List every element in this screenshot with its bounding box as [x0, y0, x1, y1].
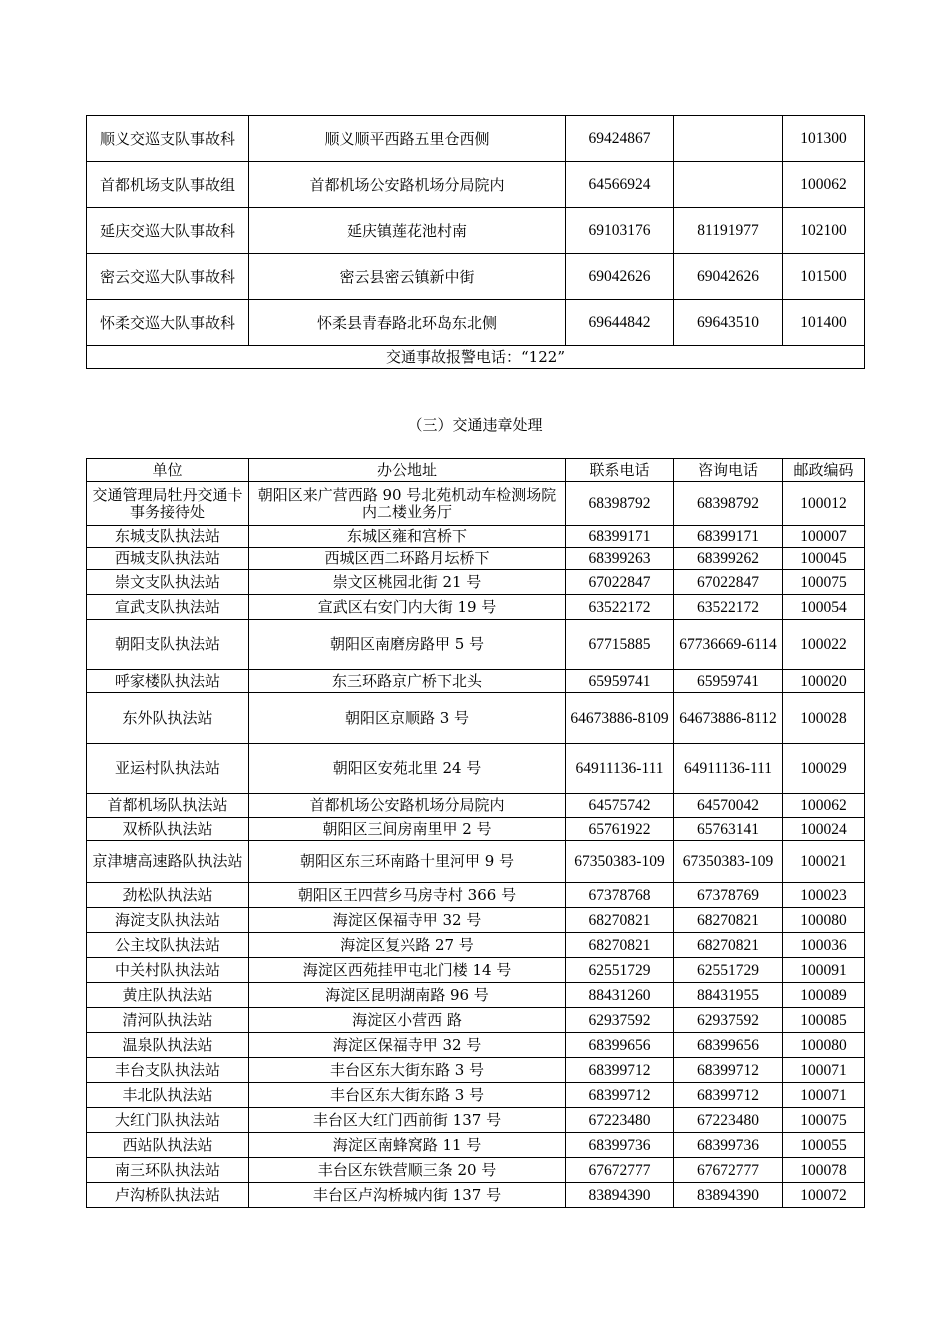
postcode-cell: 100071: [783, 1083, 865, 1108]
violation-stations-table: [86, 458, 865, 1208]
consult-phone-cell: 69042626: [674, 254, 783, 300]
phone-cell: 67378768: [566, 883, 674, 908]
postcode-cell: 100028: [783, 693, 865, 744]
table-header-row: [87, 459, 865, 482]
phone-cell: 67022847: [566, 570, 674, 595]
address-cell: 丰台区东大街东路 3 号: [249, 1083, 566, 1108]
postcode-cell: 100020: [783, 670, 865, 693]
postcode-cell: 101500: [783, 254, 865, 300]
postcode-cell: 100055: [783, 1133, 865, 1158]
unit-cell: 西站队执法站: [87, 1133, 249, 1158]
postcode-cell: 100054: [783, 595, 865, 620]
table-row: [87, 841, 865, 883]
unit-cell: 怀柔交巡大队事故科: [87, 300, 249, 346]
phone-cell: 68399712: [566, 1058, 674, 1083]
postcode-cell: 100022: [783, 620, 865, 670]
address-cell: 顺义顺平西路五里仓西侧: [249, 116, 566, 162]
unit-cell: 宣武支队执法站: [87, 595, 249, 620]
address-cell: 朝阳区安苑北里 24 号: [249, 744, 566, 794]
consult-phone-cell: 65763141: [674, 818, 783, 841]
consult-phone-cell: 68399171: [674, 526, 783, 548]
table-row: [87, 595, 865, 620]
phone-cell: 69644842: [566, 300, 674, 346]
address-cell: 延庆镇莲花池村南: [249, 208, 566, 254]
unit-cell: 京津塘高速路队执法站: [87, 841, 249, 883]
unit-cell: 东城支队执法站: [87, 526, 249, 548]
postcode-cell: 101300: [783, 116, 865, 162]
table-row: [87, 620, 865, 670]
consult-phone-cell: 68270821: [674, 908, 783, 933]
header-unit: 单位: [87, 459, 249, 482]
postcode-cell: 102100: [783, 208, 865, 254]
consult-phone-cell: 67022847: [674, 570, 783, 595]
table-row: [87, 1033, 865, 1058]
violation-stations-body: [87, 482, 865, 1208]
address-cell: 海淀区南蜂窝路 11 号: [249, 1133, 566, 1158]
phone-cell: 83894390: [566, 1183, 674, 1208]
address-cell: 东三环路京广桥下北头: [249, 670, 566, 693]
postcode-cell: 100072: [783, 1183, 865, 1208]
table-row: [87, 116, 865, 162]
consult-phone-cell: 68399656: [674, 1033, 783, 1058]
address-cell: 宣武区右安门内大街 19 号: [249, 595, 566, 620]
unit-cell: 首都机场队执法站: [87, 794, 249, 818]
unit-cell: 温泉队执法站: [87, 1033, 249, 1058]
phone-cell: 64911136-111: [566, 744, 674, 794]
table-row: [87, 1108, 865, 1133]
consult-phone-cell: 64911136-111: [674, 744, 783, 794]
address-cell: 海淀区小营西 路: [249, 1008, 566, 1033]
postcode-cell: 100089: [783, 983, 865, 1008]
address-cell: 崇文区桃园北街 21 号: [249, 570, 566, 595]
consult-phone-cell: 68399262: [674, 548, 783, 570]
table-row: [87, 570, 865, 595]
header-address: 办公地址: [249, 459, 566, 482]
unit-cell: 交通管理局牡丹交通卡事务接待处: [87, 482, 249, 526]
consult-phone-cell: 68270821: [674, 933, 783, 958]
table-row: [87, 1133, 865, 1158]
phone-cell: 88431260: [566, 983, 674, 1008]
postcode-cell: 100075: [783, 570, 865, 595]
address-cell: 丰台区卢沟桥城内街 137 号: [249, 1183, 566, 1208]
unit-cell: 崇文支队执法站: [87, 570, 249, 595]
phone-cell: 68270821: [566, 933, 674, 958]
phone-cell: 68399656: [566, 1033, 674, 1058]
consult-phone-cell: 63522172: [674, 595, 783, 620]
consult-phone-cell: 81191977: [674, 208, 783, 254]
phone-cell: 69103176: [566, 208, 674, 254]
postcode-cell: 100036: [783, 933, 865, 958]
address-cell: 海淀区复兴路 27 号: [249, 933, 566, 958]
postcode-cell: 100023: [783, 883, 865, 908]
table-row: [87, 254, 865, 300]
unit-cell: 卢沟桥队执法站: [87, 1183, 249, 1208]
table-row: [87, 883, 865, 908]
postcode-cell: 100062: [783, 162, 865, 208]
consult-phone-cell: [674, 162, 783, 208]
postcode-cell: 100075: [783, 1108, 865, 1133]
table-row: [87, 744, 865, 794]
phone-cell: 64673886-8109: [566, 693, 674, 744]
unit-cell: 首都机场支队事故组: [87, 162, 249, 208]
address-cell: 朝阳区来广营西路 90 号北苑机动车检测场院内二楼业务厅: [249, 482, 566, 526]
header-postcode: 邮政编码: [783, 459, 865, 482]
consult-phone-cell: 69643510: [674, 300, 783, 346]
phone-cell: 62937592: [566, 1008, 674, 1033]
postcode-cell: 100080: [783, 908, 865, 933]
phone-cell: 67223480: [566, 1108, 674, 1133]
address-cell: 密云县密云镇新中街: [249, 254, 566, 300]
postcode-cell: 100045: [783, 548, 865, 570]
phone-cell: 62551729: [566, 958, 674, 983]
table-row: [87, 1008, 865, 1033]
accident-units-table: [86, 115, 865, 369]
phone-cell: 68399263: [566, 548, 674, 570]
consult-phone-cell: 67350383-109: [674, 841, 783, 883]
address-cell: 海淀区西苑挂甲屯北门楼 14 号: [249, 958, 566, 983]
header-phone: 联系电话: [566, 459, 674, 482]
phone-cell: 68398792: [566, 482, 674, 526]
emergency-phone-note: 交通事故报警电话：“122”: [87, 346, 865, 369]
unit-cell: 顺义交巡支队事故科: [87, 116, 249, 162]
address-cell: 海淀区昆明湖南路 96 号: [249, 983, 566, 1008]
phone-cell: 69424867: [566, 116, 674, 162]
table-row: [87, 300, 865, 346]
consult-phone-cell: [674, 116, 783, 162]
unit-cell: 公主坟队执法站: [87, 933, 249, 958]
address-cell: 丰台区东铁营顺三条 20 号: [249, 1158, 566, 1183]
table-row: [87, 1083, 865, 1108]
consult-phone-cell: 67223480: [674, 1108, 783, 1133]
address-cell: 怀柔县青春路北环岛东北侧: [249, 300, 566, 346]
postcode-cell: 100062: [783, 794, 865, 818]
address-cell: 朝阳区东三环南路十里河甲 9 号: [249, 841, 566, 883]
table-row: [87, 933, 865, 958]
unit-cell: 南三环队执法站: [87, 1158, 249, 1183]
address-cell: 朝阳区王四营乡马房寺村 366 号: [249, 883, 566, 908]
postcode-cell: 100024: [783, 818, 865, 841]
phone-cell: 64566924: [566, 162, 674, 208]
table-row: [87, 526, 865, 548]
unit-cell: 呼家楼队执法站: [87, 670, 249, 693]
phone-cell: 67672777: [566, 1158, 674, 1183]
address-cell: 海淀区保福寺甲 32 号: [249, 908, 566, 933]
unit-cell: 黄庄队执法站: [87, 983, 249, 1008]
unit-cell: 朝阳支队执法站: [87, 620, 249, 670]
phone-cell: 65761922: [566, 818, 674, 841]
unit-cell: 亚运村队执法站: [87, 744, 249, 794]
postcode-cell: 100029: [783, 744, 865, 794]
unit-cell: 大红门队执法站: [87, 1108, 249, 1133]
postcode-cell: 100071: [783, 1058, 865, 1083]
table-row: [87, 794, 865, 818]
table-row: [87, 958, 865, 983]
address-cell: 丰台区东大街东路 3 号: [249, 1058, 566, 1083]
unit-cell: 西城支队执法站: [87, 548, 249, 570]
table-row: [87, 693, 865, 744]
unit-cell: 延庆交巡大队事故科: [87, 208, 249, 254]
phone-cell: 68399736: [566, 1133, 674, 1158]
address-cell: 西城区西二环路月坛桥下: [249, 548, 566, 570]
phone-cell: 65959741: [566, 670, 674, 693]
table-row: [87, 548, 865, 570]
phone-cell: 64575742: [566, 794, 674, 818]
consult-phone-cell: 67672777: [674, 1158, 783, 1183]
phone-cell: 67350383-109: [566, 841, 674, 883]
unit-cell: 丰北队执法站: [87, 1083, 249, 1108]
table-row: [87, 983, 865, 1008]
address-cell: 东城区雍和宫桥下: [249, 526, 566, 548]
consult-phone-cell: 83894390: [674, 1183, 783, 1208]
section-title: （三）交通违章处理: [407, 416, 543, 434]
phone-cell: 67715885: [566, 620, 674, 670]
phone-cell: 68399171: [566, 526, 674, 548]
postcode-cell: 100012: [783, 482, 865, 526]
address-cell: 首都机场公安路机场分局院内: [249, 794, 566, 818]
address-cell: 朝阳区京顺路 3 号: [249, 693, 566, 744]
phone-cell: 68399712: [566, 1083, 674, 1108]
phone-cell: 69042626: [566, 254, 674, 300]
address-cell: 首都机场公安路机场分局院内: [249, 162, 566, 208]
postcode-cell: 100085: [783, 1008, 865, 1033]
consult-phone-cell: 65959741: [674, 670, 783, 693]
address-cell: 朝阳区三间房南里甲 2 号: [249, 818, 566, 841]
postcode-cell: 100080: [783, 1033, 865, 1058]
unit-cell: 丰台支队执法站: [87, 1058, 249, 1083]
consult-phone-cell: 64673886-8112: [674, 693, 783, 744]
consult-phone-cell: 62551729: [674, 958, 783, 983]
consult-phone-cell: 68399712: [674, 1058, 783, 1083]
table-row: [87, 1158, 865, 1183]
consult-phone-cell: 68399736: [674, 1133, 783, 1158]
postcode-cell: 100007: [783, 526, 865, 548]
table-row: [87, 1058, 865, 1083]
consult-phone-cell: 88431955: [674, 983, 783, 1008]
unit-cell: 清河队执法站: [87, 1008, 249, 1033]
unit-cell: 东外队执法站: [87, 693, 249, 744]
accident-units-body: [87, 116, 865, 369]
table-row: [87, 482, 865, 526]
consult-phone-cell: 67736669-6114: [674, 620, 783, 670]
table-row: [87, 670, 865, 693]
phone-cell: 63522172: [566, 595, 674, 620]
unit-cell: 中关村队执法站: [87, 958, 249, 983]
address-cell: 朝阳区南磨房路甲 5 号: [249, 620, 566, 670]
unit-cell: 劲松队执法站: [87, 883, 249, 908]
table-footer-row: [87, 346, 865, 369]
consult-phone-cell: 64570042: [674, 794, 783, 818]
consult-phone-cell: 68398792: [674, 482, 783, 526]
phone-cell: 68270821: [566, 908, 674, 933]
postcode-cell: 100021: [783, 841, 865, 883]
address-cell: 海淀区保福寺甲 32 号: [249, 1033, 566, 1058]
unit-cell: 双桥队执法站: [87, 818, 249, 841]
unit-cell: 密云交巡大队事故科: [87, 254, 249, 300]
table-row: [87, 162, 865, 208]
address-cell: 丰台区大红门西前街 137 号: [249, 1108, 566, 1133]
table-row: [87, 818, 865, 841]
postcode-cell: 100078: [783, 1158, 865, 1183]
consult-phone-cell: 68399712: [674, 1083, 783, 1108]
consult-phone-cell: 62937592: [674, 1008, 783, 1033]
header-consult-phone: 咨询电话: [674, 459, 783, 482]
table-row: [87, 1183, 865, 1208]
table-row: [87, 208, 865, 254]
postcode-cell: 101400: [783, 300, 865, 346]
unit-cell: 海淀支队执法站: [87, 908, 249, 933]
consult-phone-cell: 67378769: [674, 883, 783, 908]
postcode-cell: 100091: [783, 958, 865, 983]
table-row: [87, 908, 865, 933]
